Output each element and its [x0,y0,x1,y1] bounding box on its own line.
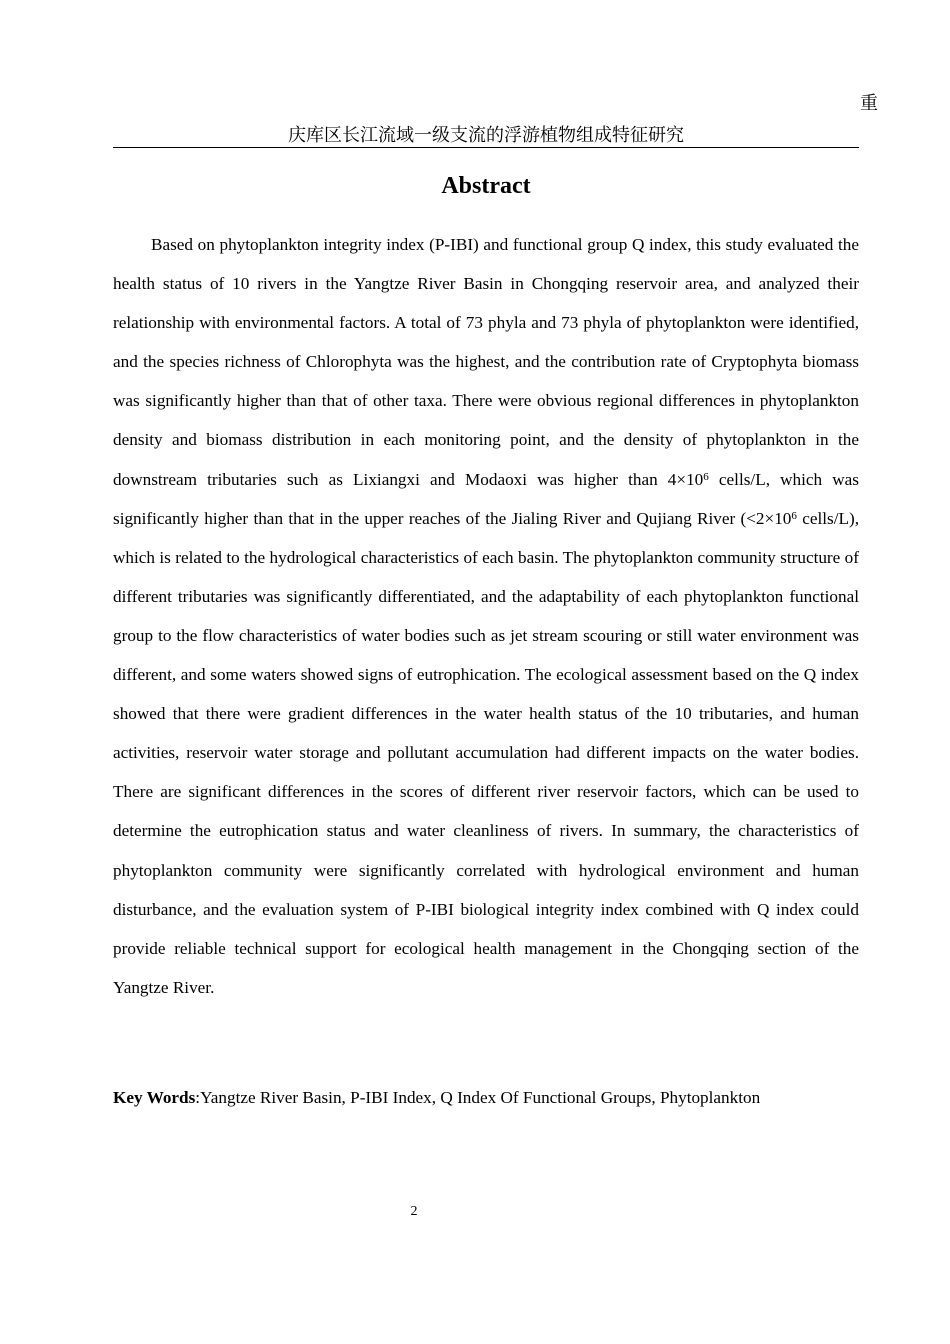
superscript-exponent: 6 [791,509,797,522]
header-rule [113,147,859,148]
abstract-text-part-2: cells/L, which was significantly higher than that in the upper reaches of the Jialing River and Qujiang River (<2×10 [113,469,859,528]
keywords-label: Key Words [113,1088,196,1107]
keywords-separator: : [195,1088,201,1107]
page-number: 2 [410,1204,418,1219]
abstract-text-part-3: cells/L), which is related to the hydrological characteristics of each basin. The phytoplankton community structure of different tributaries was significantly differentiated, and the adaptability of each phytoplankton functional group to the flow characteristics of water bodies such as jet stream scouring or still water environment was different, and some waters showed signs of eutrophication. The ecological assessment based on the Q index showed that there were gradient differences in the water health status of the 10 tributaries, and human activities, reservoir water storage and pollutant accumulation had different impacts on the water bodies. There are significant differences in the scores of different river reservoir factors, which can be used to determine the eutrophication status and water cleanliness of rivers. In summary, the characteristics of phytoplankton community were significantly correlated with hydrological environment and human disturbance, and the evaluation system of P-IBI biological integrity index combined with Q index could provide reliable technical support for ecological health management in the Chongqing section of the Yangtze River. [113,508,860,997]
abstract-paragraph [113,225,859,1007]
header-continuation-char: 重 [860,93,878,113]
header-title: 庆库区长江流域一级支流的浮游植物组成特征研究 [288,125,684,145]
abstract-heading: Abstract [441,173,531,199]
keywords-line [113,1084,873,1112]
keywords-value: Yangtze River Basin, P-IBI Index, Q Index Of Functional Groups, Phytoplankton [200,1088,761,1107]
superscript-exponent: 6 [703,470,709,483]
abstract-text-part-1: Based on phytoplankton integrity index (P-IBI) and functional group Q index, this study evaluated the health status of 10 rivers in the Yangtze River Basin in Chongqing reservoir area, and analyzed their relationship with environmental factors. A total of 73 phyla and 73 phyla of phytoplankton were identified, and the species richness of Chlorophyta was the highest, and the contribution rate of Cryptophyta biomass was significantly higher than that of other taxa. There were obvious regional differences in phytoplankton density and biomass distribution in each monitoring point, and the density of phytoplankton in the downstream tributaries such as Lixiangxi and Modaoxi was higher than 4×10 [113,235,859,489]
